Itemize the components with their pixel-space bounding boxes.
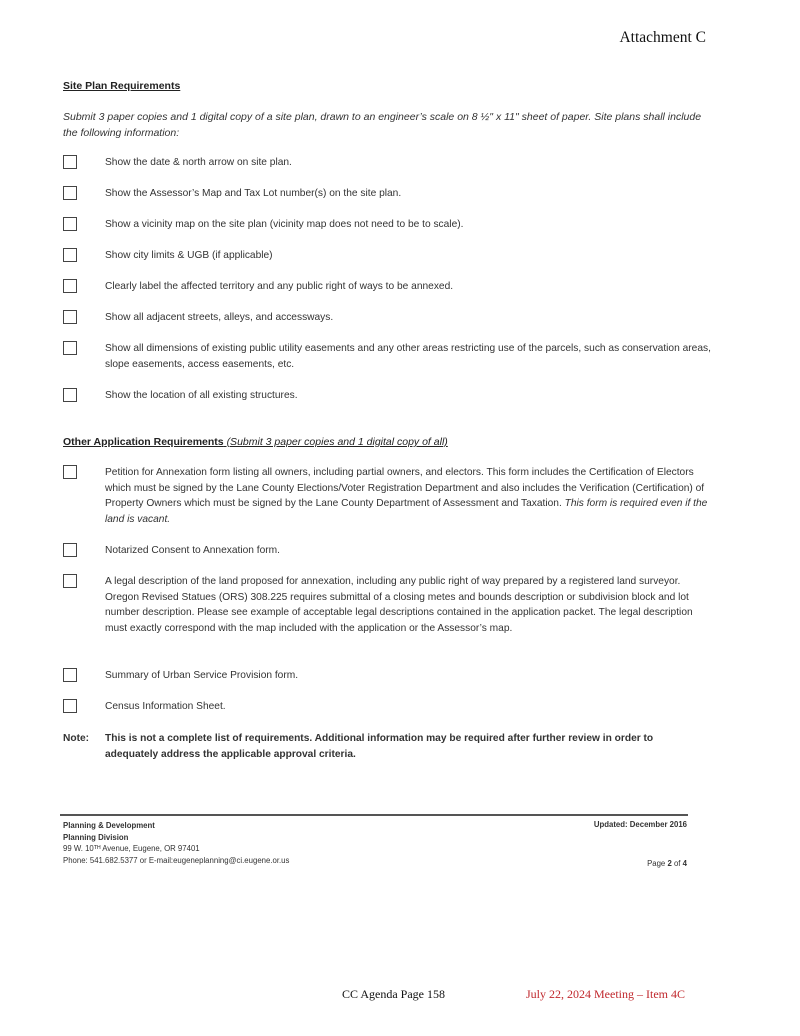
- checkbox[interactable]: [63, 310, 77, 324]
- checkbox[interactable]: [63, 465, 77, 479]
- footer-divider: [60, 814, 688, 816]
- checklist-item-text: Show the location of all existing structures.: [105, 390, 298, 401]
- site-plan-intro: Submit 3 paper copies and 1 digital copy of a site plan, drawn to an engineer’s scale on 8 ½" x 11" sheet of paper. Site plans shall include the following information:: [63, 111, 702, 139]
- checklist-item-text: Show the Assessor’s Map and Tax Lot number(s) on the site plan.: [105, 188, 402, 199]
- checkbox[interactable]: [63, 668, 77, 682]
- checklist-item-text: Show all adjacent streets, alleys, and accessways.: [105, 312, 334, 323]
- attachment-label: Attachment C: [619, 29, 706, 46]
- agenda-page-label: CC Agenda Page 158: [342, 987, 445, 1001]
- checklist-item-text: Show all dimensions of existing public utility easements and any other areas restricting use of the parcels, such as conservation areas, slope easements, access easements, etc.: [105, 343, 711, 370]
- checklist-item-text: A legal description of the land proposed for annexation, including any public right of way prepared by a registered land surveyor. Oregon Revised Statues (ORS) 308.225 requires submittal of a closing metes and bounds description or subdivision block and lot number description. Please see example of acceptable legal descriptions contained in the application packet. The legal description must exactly correspond with the map included with the application or the Assessor’s map.: [105, 576, 693, 634]
- checkbox[interactable]: [63, 574, 77, 588]
- checkbox[interactable]: [63, 186, 77, 200]
- footer-dept: Planning & Development: [63, 821, 155, 830]
- page-current: 2: [667, 859, 672, 868]
- other-requirements-title: [63, 436, 448, 448]
- checkbox[interactable]: [63, 155, 77, 169]
- footer-contact: Phone: 541.682.5377 or E-mail:eugeneplanning@ci.eugene.or.us: [63, 855, 290, 865]
- note-label: Note:: [63, 733, 90, 744]
- checklist-item-text: Show city limits & UGB (if applicable): [105, 250, 273, 261]
- meeting-item-label: July 22, 2024 Meeting – Item 4C: [526, 987, 685, 1001]
- footer-division: Planning Division: [63, 832, 129, 842]
- checklist-item-text: Show a vicinity map on the site plan (vicinity map does not need to be to scale).: [105, 219, 464, 230]
- checklist-item-text: Clearly label the affected territory and any public right of ways to be annexed.: [105, 281, 454, 292]
- checkbox[interactable]: [63, 543, 77, 557]
- checkbox[interactable]: [63, 279, 77, 293]
- checklist-item-text: Notarized Consent to Annexation form.: [105, 545, 280, 556]
- site-plan-title: Site Plan Requirements: [63, 80, 181, 92]
- other-requirements-title-note: (Submit 3 paper copies and 1 digital copy of all): [226, 436, 448, 448]
- checkbox[interactable]: [63, 248, 77, 262]
- note-text: This is not a complete list of requirements. Additional information may be required after further review in order to adequately address the applicable approval criteria.: [105, 733, 654, 760]
- footer-address: 99 W. 10ᵀᴴ Avenue, Eugene, OR 97401: [63, 844, 200, 853]
- footer-page-number: [647, 859, 687, 868]
- checkbox[interactable]: [63, 699, 77, 713]
- page-of: of: [673, 859, 681, 868]
- checklist-item-text: [105, 465, 713, 527]
- checkbox[interactable]: [63, 217, 77, 231]
- checklist-item-text: Show the date & north arrow on site plan.: [105, 157, 292, 168]
- footer-contact-block: [63, 820, 289, 866]
- checkbox[interactable]: [63, 388, 77, 402]
- page-total: 4: [682, 859, 687, 868]
- petition-text: Petition for Annexation form listing all owners, including partial owners, and electors. This form includes the Certification of Electors which must be signed by the Lane County Elections/Voter Registration Department and also includes the Verification (Certification) of Property Owners which must be signed by the Lane County Department of Assessment and Taxation.: [105, 467, 705, 510]
- checkbox[interactable]: [63, 341, 77, 355]
- checklist-item-text: Summary of Urban Service Provision form.: [105, 670, 299, 681]
- petition-italic-note: This form is required even if the land is vacant.: [105, 498, 708, 525]
- other-requirements-title-text: Other Application Requirements: [63, 436, 224, 448]
- footer-updated: Updated: December 2016: [593, 820, 687, 829]
- page-prefix: Page: [647, 859, 666, 868]
- checklist-item-text: Census Information Sheet.: [105, 701, 226, 712]
